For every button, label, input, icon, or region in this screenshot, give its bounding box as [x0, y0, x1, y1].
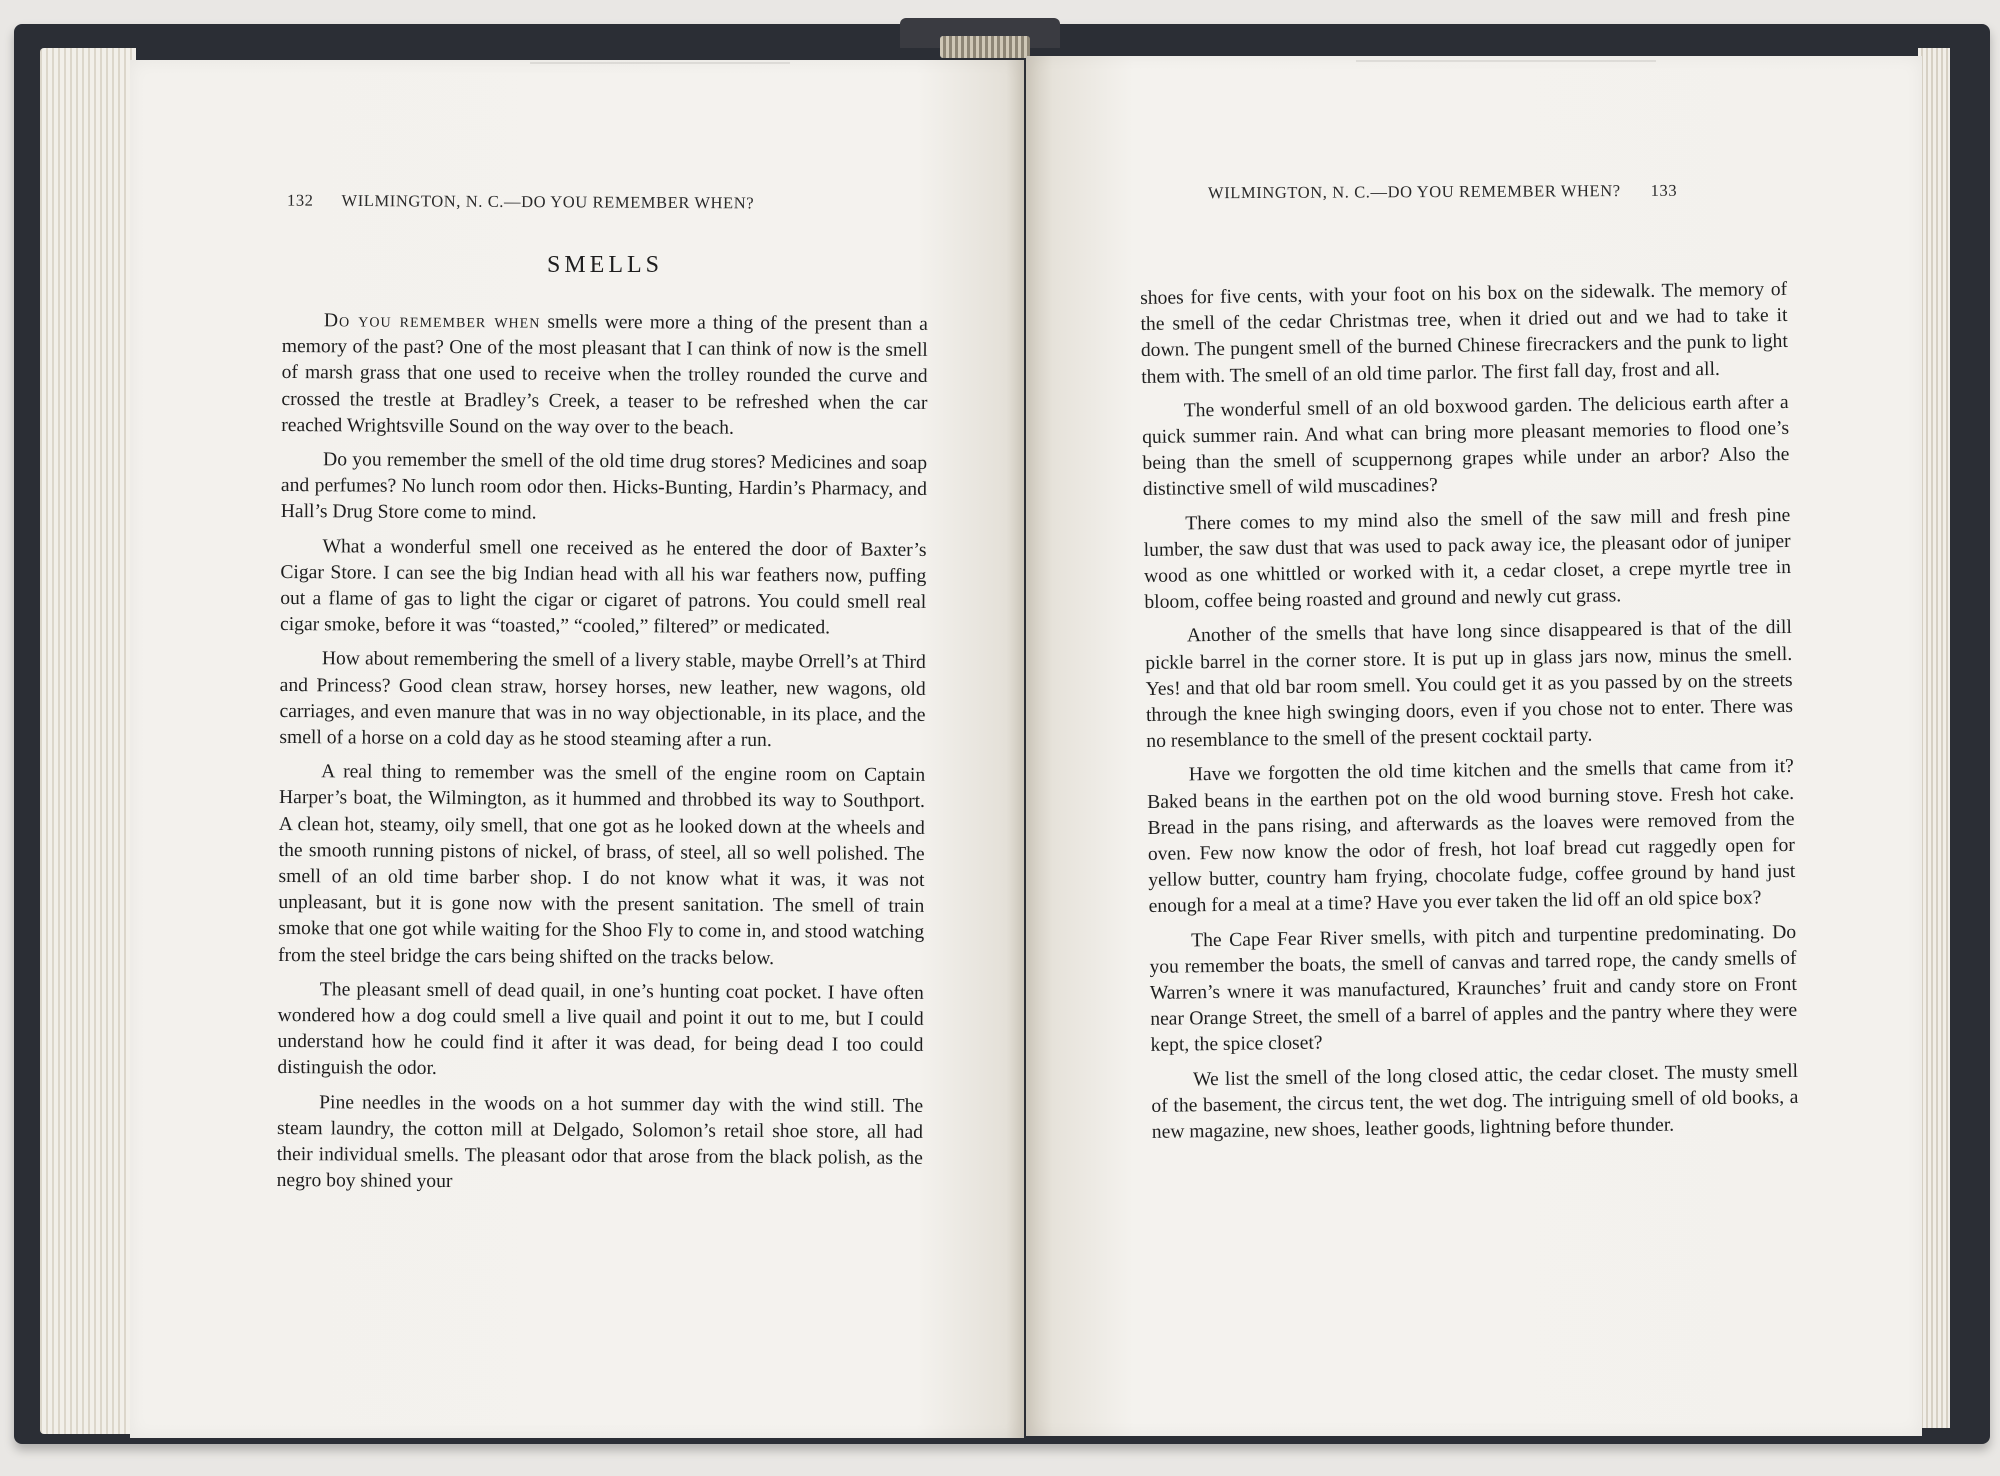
- running-head-left: [287, 191, 754, 214]
- paragraph-continuation: shoes for five cents, with your foot on his box on the sidewalk. The memory of the smell of the cedar Christmas tree, when it dried out and we had to take it down. The pungent smell of the burned Chinese firecrackers and the punk to light them with. The smell of an old time parlor. The first fall day, frost and all.: [1140, 278, 1788, 388]
- headband: [940, 36, 1030, 58]
- page-edges-left: [40, 48, 136, 1434]
- paragraph: The wonderful smell of an old boxwood garden. The delicious earth after a quick summer rain. And what can bring more pleasant memories to flood one’s being than the smell of scuppernong grapes while under an arbor? Also the distinctive smell of wild muscadines?: [1141, 391, 1790, 501]
- right-text-block: [1140, 277, 1799, 1154]
- show-through-top: [1356, 60, 1656, 62]
- section-title: SMELLS: [546, 252, 663, 278]
- paragraph: Pine needles in the woods on a hot summer day with the wind still. The steam laundry, the cotton mill at Delgado, Solomon’s retail shoe store, all had their individual smells. The pleasant odor that arose from the black polish, as the negro boy shined your: [276, 1091, 924, 1193]
- right-page: [1026, 56, 1922, 1436]
- left-text-block: [277, 308, 928, 1206]
- paragraph: A real thing to remember was the smell of the engine room on Captain Harper’s boat, the Wilmington, as it hummed and throbbed its way to Southport. A clean hot, steamy, oily smell, that one got as he looked down at the wheels and the smooth running pistons of nickel, of brass, of steel, all so well polished. The smell of an old time barber shop. I do not know what it was, it was not unpleasant, but it is gone now with the present sanitation. The smell of train smoke that one got while waiting for the Shoo Fly to come in, and stood watching from the steel bridge the cars being shifted on the tracks below.: [277, 761, 926, 969]
- paragraph: Do you remember the smell of the old time drug stores? Medicines and soap and perfumes? No lunch room odor then. Hicks-Bunting, Hardin’s Pharmacy, and Hall’s Drug Store come to mind.: [280, 449, 928, 524]
- paragraph: Have we forgotten the old time kitchen and the smells that came from it? Baked beans in the earthen pot on the old wood burning stove. Fresh hot cake. Bread in the pans rising, and afterwards as the loaves were removed from the oven. Few now know the odor of fresh, hot loaf bread cut raggedly open for yellow butter, country ham frying, chocolate fudge, coffee ground by hand just enough for a meal at a time? Have you ever taken the lid off an old spice box?: [1147, 756, 1796, 918]
- running-head-right: [1208, 181, 1677, 203]
- paragraph: [281, 308, 928, 443]
- opening-smallcaps: Do you remember when: [323, 310, 541, 333]
- show-through-top: [530, 62, 790, 64]
- paragraph: What a wonderful smell one received as he entered the door of Baxter’s Cigar Store. I can see the big Indian head with all his war feathers now, puffing out a flame of gas to light the cigar or cigaret of patrons. You could smell real cigar smoke, before it was “toasted,” “cooled,” filtered” or medicated.: [280, 535, 927, 639]
- paragraph: The Cape Fear River smells, with pitch and turpentine predominating. Do you remember the boats, the smell of canvas and tarred rope, the candy smells of Warren’s wnere it was manufactured, Kraunches’ fruit and candy store on Front near Orange Street, the smell of a barrel of apples and the pantry where they were kept, the spice closet?: [1149, 921, 1798, 1057]
- page-number-left: 132: [286, 190, 314, 210]
- left-page: [130, 60, 1024, 1438]
- paragraph-text: smells were more a thing of the present than a memory of the past? One of the most pleasant that I can think of now is the smell of marsh grass that one used to receive when the trolley rounded the curve and crossed the trestle at Bradley’s Creek, a teaser to be refreshed when the car reached Wrightsville Sound on the way over to the beach.: [281, 311, 928, 439]
- paragraph: How about remembering the smell of a livery stable, maybe Orrell’s at Third and Princess? Good clean straw, horsey horses, new leather, new wagons, old carriages, and even manure that was in no way objectionable, in its place, and the smell of a horse on a cold day as he stood steaming after a run.: [279, 648, 926, 752]
- running-head-title-left: WILMINGTON, N. C.—DO YOU REMEMBER WHEN?: [341, 190, 755, 213]
- paragraph: Another of the smells that have long since disappeared is that of the dill pickle barrel in the corner store. It is put up in glass jars now, minus the smell. Yes! and that old bar room smell. You could get it as you passed by on the streets through the knee high swinging doors, even if you chose not to enter. There was no resemblance to the smell of the present cocktail party.: [1145, 617, 1794, 753]
- paragraph: We list the smell of the long closed attic, the cedar closet. The musty smell of the basement, the circus tent, the wet dog. The intriguing smell of old books, a new magazine, new shoes, leather goods, lightning before thunder.: [1151, 1060, 1799, 1144]
- page-number-right: 133: [1650, 180, 1678, 200]
- paragraph: There comes to my mind also the smell of the saw mill and fresh pine lumber, the saw dust that was used to pack away ice, the pleasant odor of juniper wood as one whittled or worked with it, a cedar closet, a crepe myrtle tree in bloom, coffee being roasted and ground and newly cut grass.: [1143, 504, 1792, 614]
- page-edges-right: [1918, 48, 1950, 1428]
- running-head-title-right: WILMINGTON, N. C.—DO YOU REMEMBER WHEN?: [1207, 181, 1621, 203]
- paragraph: The pleasant smell of dead quail, in one’s hunting coat pocket. I have often wondered how a dog could smell a live quail and point it out to me, but I could understand how he could find it after it was dead, for being dead I too could distinguish the odor.: [277, 979, 924, 1080]
